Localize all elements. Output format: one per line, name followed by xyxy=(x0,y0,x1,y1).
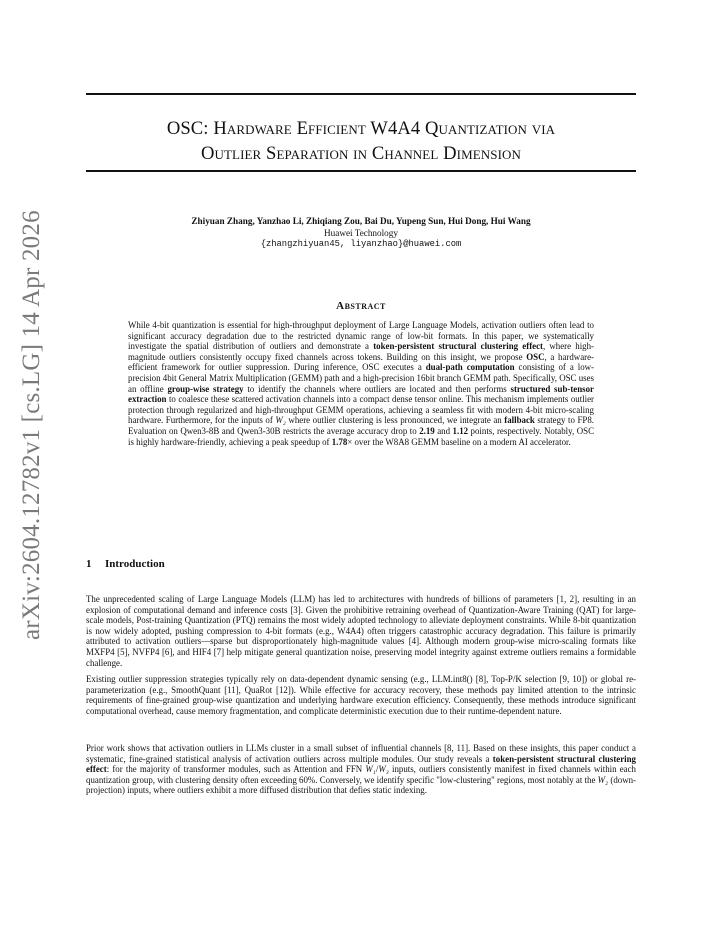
emphasis-text: OSC xyxy=(526,351,545,362)
abstract-body xyxy=(128,320,594,447)
body-text: / xyxy=(375,764,379,775)
intro-paragraph-3 xyxy=(86,743,636,796)
paper-title xyxy=(86,116,636,166)
body-text: where outlier clustering is less pronounced, we integrate an xyxy=(285,415,505,426)
title-rule-top xyxy=(86,93,636,95)
math-symbol: W₂ xyxy=(597,774,609,785)
author-names: Zhiyuan Zhang, Yanzhao Li, Zhiqiang Zou, Bai Du, Yupeng Sun, Hui Dong, Hui Wang xyxy=(191,216,531,226)
body-text: to coalesce these scattered activation channels into a compact dense tensor online. This mechanism implements outlier protection through regularized and high-throughput GEMM operations, achieving a seamless fit with modern 4-bit micro-scaling hardware. Furthermore, for the inputs of xyxy=(128,394,594,426)
body-text: , a hardware-efficient framework for outlier suppression. During inference, OSC executes a xyxy=(128,351,594,373)
body-text: (down-projection) inputs, where outliers exhibit a more diffused distribution that defies static indexing. xyxy=(86,774,637,796)
body-text: and xyxy=(434,425,453,436)
math-symbol: W₃ xyxy=(378,764,389,775)
math-symbol: W₁ xyxy=(365,764,376,775)
body-text: to identify the channels where outliers are located and then performs xyxy=(243,383,511,394)
paper-title-line-1: OSC: Hardware Efficient W4A4 Quantization via xyxy=(166,118,556,139)
emphasis-text: 2.19 xyxy=(419,425,435,436)
section-number: 1 xyxy=(86,558,92,570)
intro-paragraph-1 xyxy=(86,594,636,668)
intro-paragraph-2 xyxy=(86,674,636,716)
body-text: The unprecedented scaling of Large Language Models (LLM) has led to architectures with hundreds of billions of parameters [1, 2], resulting in an explosion of computational demand and inference costs [3]. Given the prohibitive retraining overhead of Quantization-Aware Training (QAT) for large-scale models, Post-training Quantization (PTQ) remains the most widely adopted technology to alleviate deployment constraints. While 8-bit quantization is now widely adopted, pushing compression to 4-bit formats (e.g., W4A4) often triggers catastrophic accuracy degradation. This failure is primarily attributed to activation outliers—sparse but disproportionately high-magnitude values [4]. Although modern group-wise micro-scaling formats like MXFP4 [5], NVFP4 [6], and HIF4 [7] help mitigate general quantization noise, preserving model integrity against extreme outliers remains a formidable challenge. xyxy=(86,594,636,668)
body-text: consisting of a low-precision 4bit General Matrix Multiplication (GEMM) path and a high-precision 16bit branch GEMM path. Specifically, OSC uses an offline xyxy=(128,362,594,394)
author-affiliation: Huawei Technology xyxy=(324,227,398,238)
body-text: × over the W8A8 GEMM baseline on a modern AI accelerator. xyxy=(347,436,571,447)
body-text: points, respectively. Notably, OSC is highly hardware-friendly, achieving a peak speedup of xyxy=(128,425,594,447)
emphasis-text: token-persistent structural clustering effect xyxy=(86,753,636,775)
emphasis-text: token-persistent structural clustering effect xyxy=(373,341,543,352)
emphasis-text: dual-path computation xyxy=(425,362,515,373)
body-text: inputs, outliers consistently manifest in fixed channels within each quantization group, with clustering density often exceeding 60%. Conversely, we identify specific "low-clustering" regions, most notably at the xyxy=(86,764,636,785)
emphasis-text: 1.12 xyxy=(452,425,469,436)
abstract-heading: Abstract xyxy=(336,300,386,312)
emphasis-text: structured sub-tensor extraction xyxy=(128,383,594,405)
body-text: Prior work shows that activation outliers in LLMs cluster in a small subset of influential channels [8, 11]. Based on these insights, this paper conduct a systematic, fine-grained statistical analysis of activation outliers across multiple modules. Our study reveals a xyxy=(86,743,636,764)
body-text: While 4-bit quantization is essential for high-throughput deployment of Large Language Models, activation outliers often lead to significant accuracy degradation due to the restricted dynamic range of low-bit formats. In this paper, we systematically investigate the spatial distribution of outliers and demonstrate a xyxy=(128,320,594,352)
body-text: Existing outlier suppression strategies typically rely on data-dependent dynamic sensing (e.g., LLM.int8() [8], Top-P/K selection [9, 10]) or global re-parameterization (e.g., SmoothQuant [11], QuaRot [12]). While effective for accuracy recovery, these methods pay limited attention to the intrinsic requirements of fine-grained group-wise quantization and underlying hardware execution efficiency. Consequently, these methods introduce significant computational overhead, cause memory fragmentation, and complicate deterministic execution due to their runtime-dependent nature. xyxy=(86,674,636,716)
title-rule-bottom xyxy=(86,170,636,172)
section-heading-introduction xyxy=(86,558,636,570)
body-text: strategy to FP8. Evaluation on Qwen3-8B and Qwen3-30B restricts the average accuracy drop to xyxy=(128,415,595,436)
body-text: : for the majority of transformer modules, such as Attention and FFN xyxy=(106,764,366,775)
body-text: , where high-magnitude outliers consistently occupy fixed channels across tokens. Building on this insight, we propose xyxy=(128,341,594,362)
emphasis-text: fallback xyxy=(504,415,535,426)
section-title: Introduction xyxy=(105,558,165,570)
emphasis-text: group-wise strategy xyxy=(167,383,244,394)
arxiv-stamp: arXiv:2604.12782v1 [cs.LG] 14 Apr 2026 xyxy=(18,210,45,640)
paper-title-line-2: Outlier Separation in Channel Dimension xyxy=(200,143,522,164)
math-symbol: W₂ xyxy=(275,415,286,426)
author-block xyxy=(86,216,636,251)
emphasis-text: 1.78 xyxy=(331,436,348,447)
author-email: {zhangzhiyuan45, liyanzhao}@huawei.com xyxy=(260,239,462,249)
